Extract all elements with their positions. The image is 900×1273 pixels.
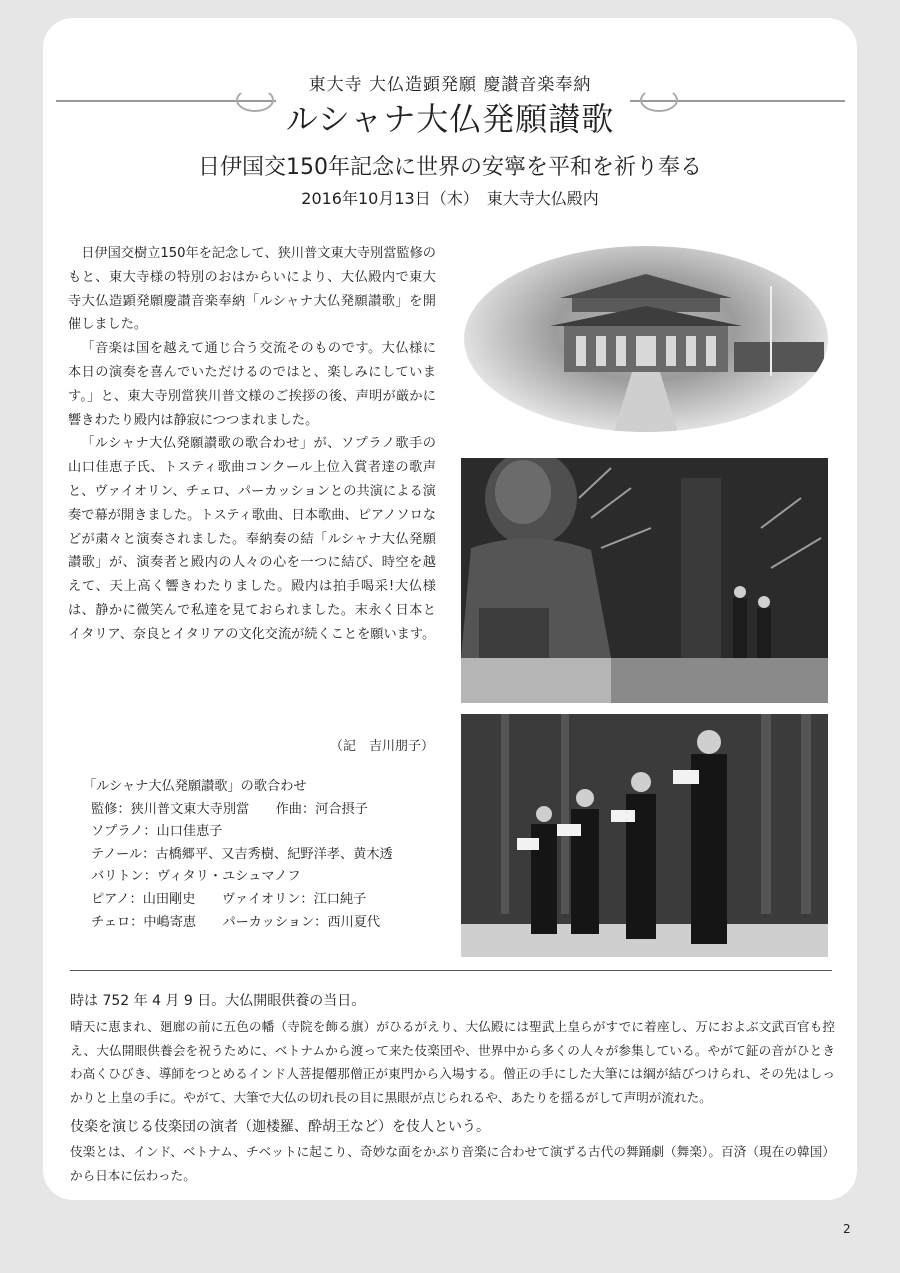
singers-illustration <box>461 714 828 957</box>
gigaku-heading: 伎楽を演じる伎楽団の演者（迦楼羅、酔胡王など）を伎人という。 <box>70 1119 490 1135</box>
event-dateline: 2016年10月13日（木） 東大寺大仏殿内 <box>301 189 599 208</box>
story-body: 晴天に恵まれ、廻廊の前に五色の幡（寺院を飾る旗）がひるがえり、大仏殿には聖武上皇らがすでに着座し、万におよぶ文武百官も控え、大仏開眼供養会を祝うために、ベトナムから渡って来た伎楽団や、世界中から多くの人々が参集している。やがて鉦の音がひときわ高くひびき、導師をつとめるインド人菩提僊那僧正が東門から入場する。僧正の手にした大筆には綱が結びつけられ、その先はしっかりと上皇の手に。やがて、大筆で大仏の切れ長の目に黒眼が点じられるや、あたりを揺るがして声明が流れた。 <box>70 1019 835 1105</box>
credits-row: チェロ：中嶋寄恵 パーカッション：西川夏代 <box>91 914 381 930</box>
section-divider <box>70 970 832 971</box>
photo-great-buddha-concert <box>461 458 828 703</box>
hall-illustration <box>464 246 828 432</box>
credits-heading: 「ルシャナ大仏発願讃歌」の歌合わせ <box>83 779 307 794</box>
article-paragraph: 「ルシャナ大仏発願讃歌の歌合わせ」が、ソプラノ歌手の山口佳恵子氏、トスティ歌曲コンクール上位入賞者達の歌声と、ヴァイオリン、チェロ、パーカッションとの共演による演奏で幕が開きました。トスティ歌曲、日本歌曲、ピアノソロなどが粛々と演奏されました。奉納奏の結「ルシャナ大仏発願讃歌」が、演奏者と殿内の人々の心を一つに結び、時空を越えて、天上高く響きわたりました。殿内は拍手喝采!大仏様は、静かに微笑んで私達を見ておられました。末永く日本とイタリア、奈良とイタリアの文化交流が続くことを願います。 <box>68 436 436 642</box>
credits-row: 監修：狭川普文東大寺別當 作曲：河合摂子 <box>91 801 368 817</box>
page-title: ルシャナ大仏発願讃歌 <box>285 100 615 138</box>
article-author: （記 吉川朋子） <box>330 739 435 754</box>
article-body <box>68 242 436 647</box>
buddha-illustration <box>461 458 828 703</box>
photo-singers-performance <box>461 714 828 957</box>
page-number: 2 <box>843 1222 851 1236</box>
credits-row: テノール：古橋郷平、又吉秀樹、紀野洋孝、黄木透 <box>91 846 393 862</box>
credits-row: ソプラノ：山口佳恵子 <box>91 824 223 840</box>
credits-row: バリトン：ヴィタリ・ユシュマノフ <box>91 869 301 885</box>
pre-title: 東大寺 大仏造顕発願 慶讃音楽奉納 <box>308 75 592 95</box>
credits-row: ピアノ：山田剛史 ヴァイオリン：江口純子 <box>91 891 367 907</box>
article-paragraph: 「音楽は国を越えて通じ合う交流そのものです。大仏様に本日の演奏を喜んでいただけるのではと、楽しみにしています。」と、東大寺別當狭川普文様のご挨拶の後、声明が厳かに響きわたり殿内は静寂につつまれました。 <box>68 341 436 428</box>
story-heading: 時は 752 年 4 月 9 日。大仏開眼供養の当日。 <box>70 993 366 1009</box>
gigaku-body: 伎楽とは、インド、ベトナム、チベットに起こり、奇妙な面をかぶり音楽に合わせて演ずる古代の舞踊劇（舞楽）。百済（現在の韓国）から日本に伝わった。 <box>70 1144 835 1183</box>
photo-daibutsuden-hall <box>464 246 828 432</box>
article-paragraph: 日伊国交樹立150年を記念して、狭川普文東大寺別當監修のもと、東大寺様の特別のおはからいにより、大仏殿内で東大寺大仏造顕発願慶讃音楽奉納「ルシャナ大仏発願讃歌」を開催しました。 <box>68 246 436 333</box>
credits-block <box>83 776 393 934</box>
page-subtitle: 日伊国交150年記念に世界の安寧を平和を祈り奉る <box>198 155 702 180</box>
